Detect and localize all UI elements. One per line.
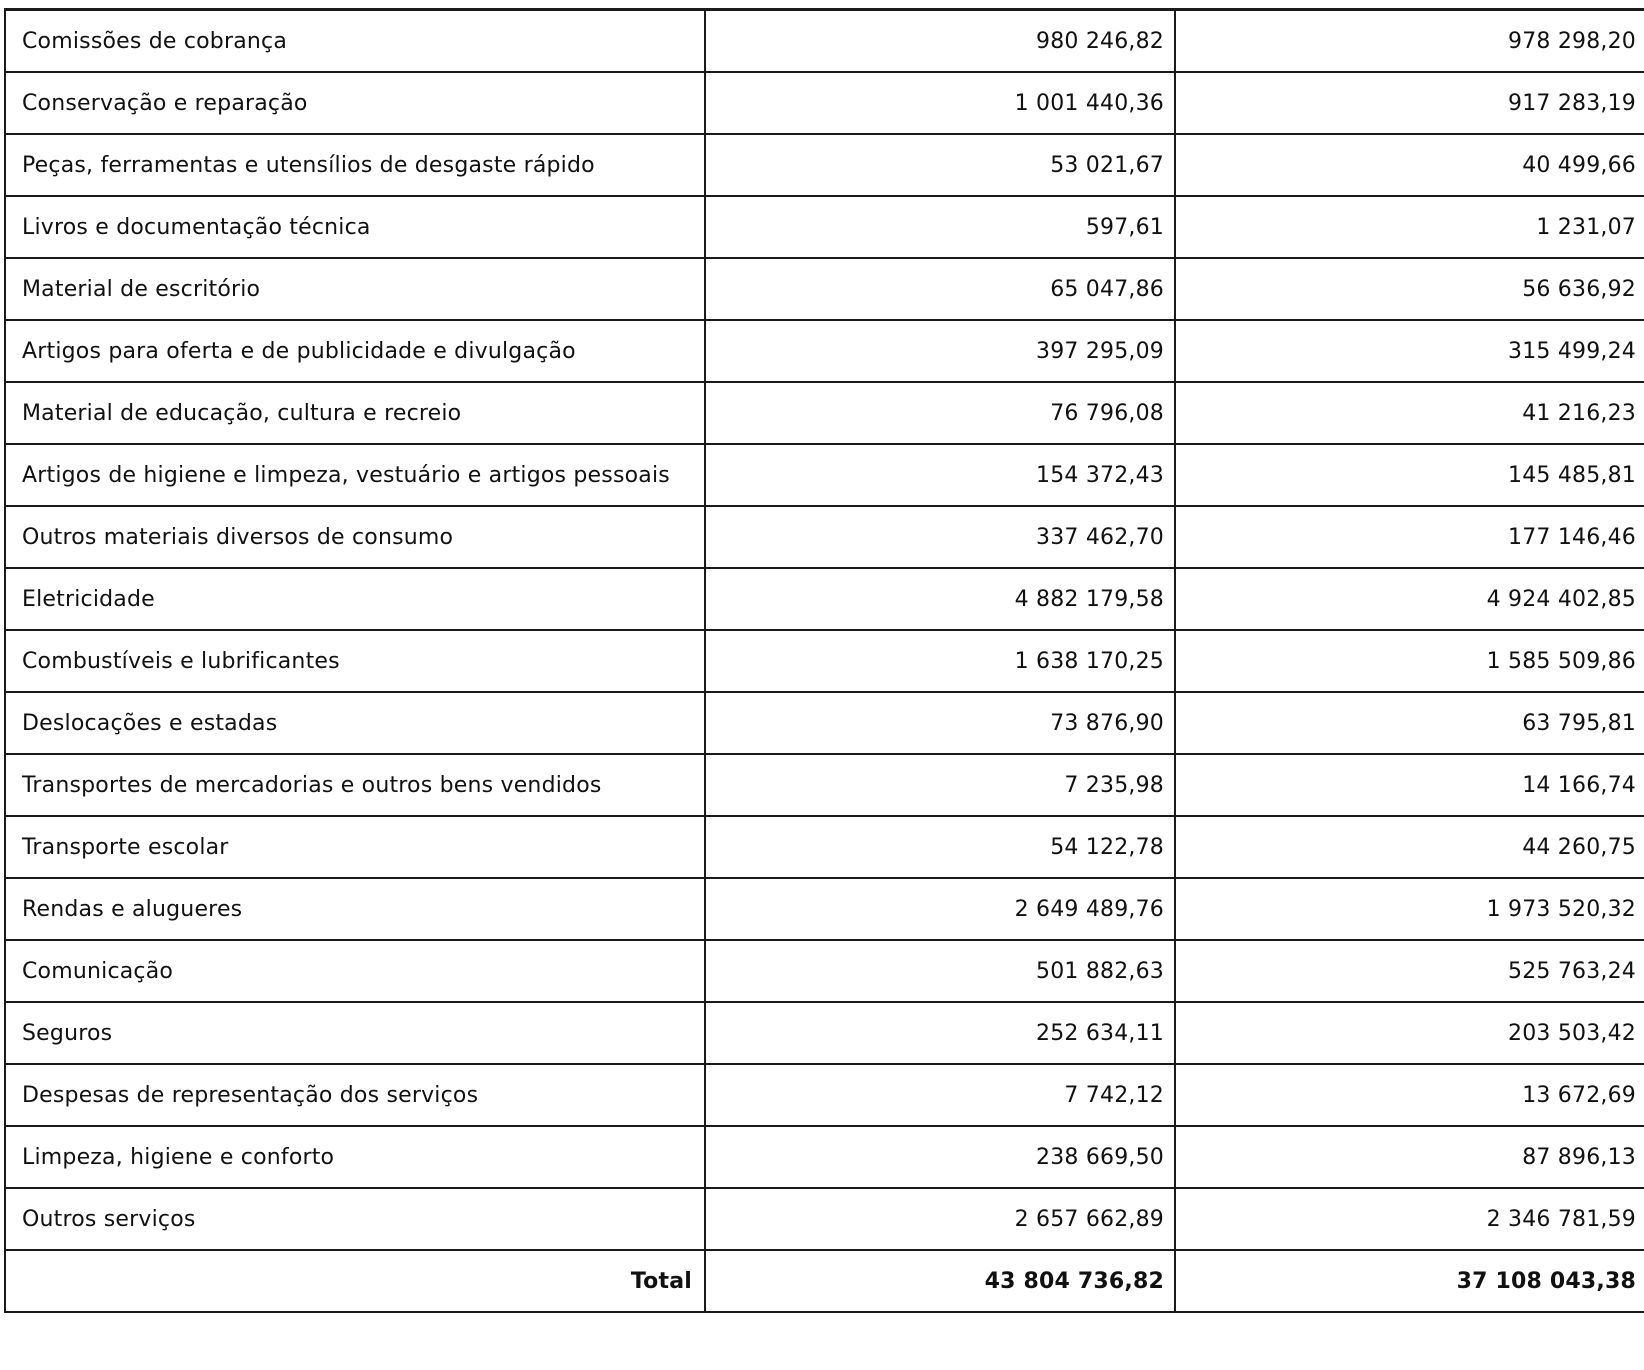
row-value-current: 54 122,78 — [705, 816, 1175, 878]
row-label: Transporte escolar — [5, 816, 705, 878]
row-value-previous: 13 672,69 — [1175, 1064, 1644, 1126]
row-label: Rendas e alugueres — [5, 878, 705, 940]
table-row — [5, 692, 1644, 754]
table-row — [5, 444, 1644, 506]
table-row — [5, 1002, 1644, 1064]
row-value-current: 2 657 662,89 — [705, 1188, 1175, 1250]
row-value-current: 337 462,70 — [705, 506, 1175, 568]
row-label: Artigos de higiene e limpeza, vestuário e artigos pessoais — [5, 444, 705, 506]
row-value-previous: 14 166,74 — [1175, 754, 1644, 816]
row-value-previous: 87 896,13 — [1175, 1126, 1644, 1188]
row-label: Deslocações e estadas — [5, 692, 705, 754]
table-row — [5, 506, 1644, 568]
row-label: Artigos para oferta e de publicidade e divulgação — [5, 320, 705, 382]
row-value-current: 501 882,63 — [705, 940, 1175, 1002]
row-value-previous: 44 260,75 — [1175, 816, 1644, 878]
row-label: Conservação e reparação — [5, 72, 705, 134]
row-value-previous: 2 346 781,59 — [1175, 1188, 1644, 1250]
row-value-current: 73 876,90 — [705, 692, 1175, 754]
row-value-current: 154 372,43 — [705, 444, 1175, 506]
row-value-current: 7 235,98 — [705, 754, 1175, 816]
row-value-current: 238 669,50 — [705, 1126, 1175, 1188]
row-value-current: 2 649 489,76 — [705, 878, 1175, 940]
table-row — [5, 816, 1644, 878]
table-row — [5, 754, 1644, 816]
table-row — [5, 382, 1644, 444]
row-label: Material de escritório — [5, 258, 705, 320]
row-value-previous: 177 146,46 — [1175, 506, 1644, 568]
table-row — [5, 630, 1644, 692]
row-value-previous: 56 636,92 — [1175, 258, 1644, 320]
row-value-current: 980 246,82 — [705, 10, 1175, 73]
total-row — [5, 1250, 1644, 1312]
table-row — [5, 10, 1644, 73]
row-value-current: 1 001 440,36 — [705, 72, 1175, 134]
row-value-previous: 40 499,66 — [1175, 134, 1644, 196]
row-value-previous: 1 973 520,32 — [1175, 878, 1644, 940]
total-label: Total — [5, 1250, 705, 1312]
table-row — [5, 320, 1644, 382]
row-value-previous: 525 763,24 — [1175, 940, 1644, 1002]
row-label: Peças, ferramentas e utensílios de desgaste rápido — [5, 134, 705, 196]
row-value-previous: 63 795,81 — [1175, 692, 1644, 754]
row-value-previous: 1 585 509,86 — [1175, 630, 1644, 692]
row-value-current: 1 638 170,25 — [705, 630, 1175, 692]
table-row — [5, 878, 1644, 940]
row-value-previous: 1 231,07 — [1175, 196, 1644, 258]
row-value-previous: 145 485,81 — [1175, 444, 1644, 506]
row-label: Combustíveis e lubrificantes — [5, 630, 705, 692]
table-row — [5, 1188, 1644, 1250]
row-value-current: 397 295,09 — [705, 320, 1175, 382]
row-value-previous: 315 499,24 — [1175, 320, 1644, 382]
table-row — [5, 1064, 1644, 1126]
row-value-previous: 978 298,20 — [1175, 10, 1644, 73]
table-row — [5, 258, 1644, 320]
row-label: Outros materiais diversos de consumo — [5, 506, 705, 568]
row-value-current: 252 634,11 — [705, 1002, 1175, 1064]
row-label: Material de educação, cultura e recreio — [5, 382, 705, 444]
row-label: Outros serviços — [5, 1188, 705, 1250]
row-label: Comissões de cobrança — [5, 10, 705, 73]
table-row — [5, 940, 1644, 1002]
row-value-current: 53 021,67 — [705, 134, 1175, 196]
row-label: Livros e documentação técnica — [5, 196, 705, 258]
row-value-current: 4 882 179,58 — [705, 568, 1175, 630]
row-label: Seguros — [5, 1002, 705, 1064]
table-row — [5, 196, 1644, 258]
table-row — [5, 1126, 1644, 1188]
row-value-current: 597,61 — [705, 196, 1175, 258]
row-value-previous: 203 503,42 — [1175, 1002, 1644, 1064]
table-row — [5, 72, 1644, 134]
table-row — [5, 568, 1644, 630]
row-label: Eletricidade — [5, 568, 705, 630]
row-value-previous: 917 283,19 — [1175, 72, 1644, 134]
row-label: Limpeza, higiene e conforto — [5, 1126, 705, 1188]
row-value-current: 65 047,86 — [705, 258, 1175, 320]
row-value-previous: 4 924 402,85 — [1175, 568, 1644, 630]
row-label: Despesas de representação dos serviços — [5, 1064, 705, 1126]
row-value-current: 7 742,12 — [705, 1064, 1175, 1126]
row-label: Transportes de mercadorias e outros bens vendidos — [5, 754, 705, 816]
row-value-previous: 41 216,23 — [1175, 382, 1644, 444]
total-value-current: 43 804 736,82 — [705, 1250, 1175, 1312]
expenses-table — [4, 8, 1644, 1313]
row-value-current: 76 796,08 — [705, 382, 1175, 444]
row-label: Comunicação — [5, 940, 705, 1002]
table-row — [5, 134, 1644, 196]
total-value-previous: 37 108 043,38 — [1175, 1250, 1644, 1312]
